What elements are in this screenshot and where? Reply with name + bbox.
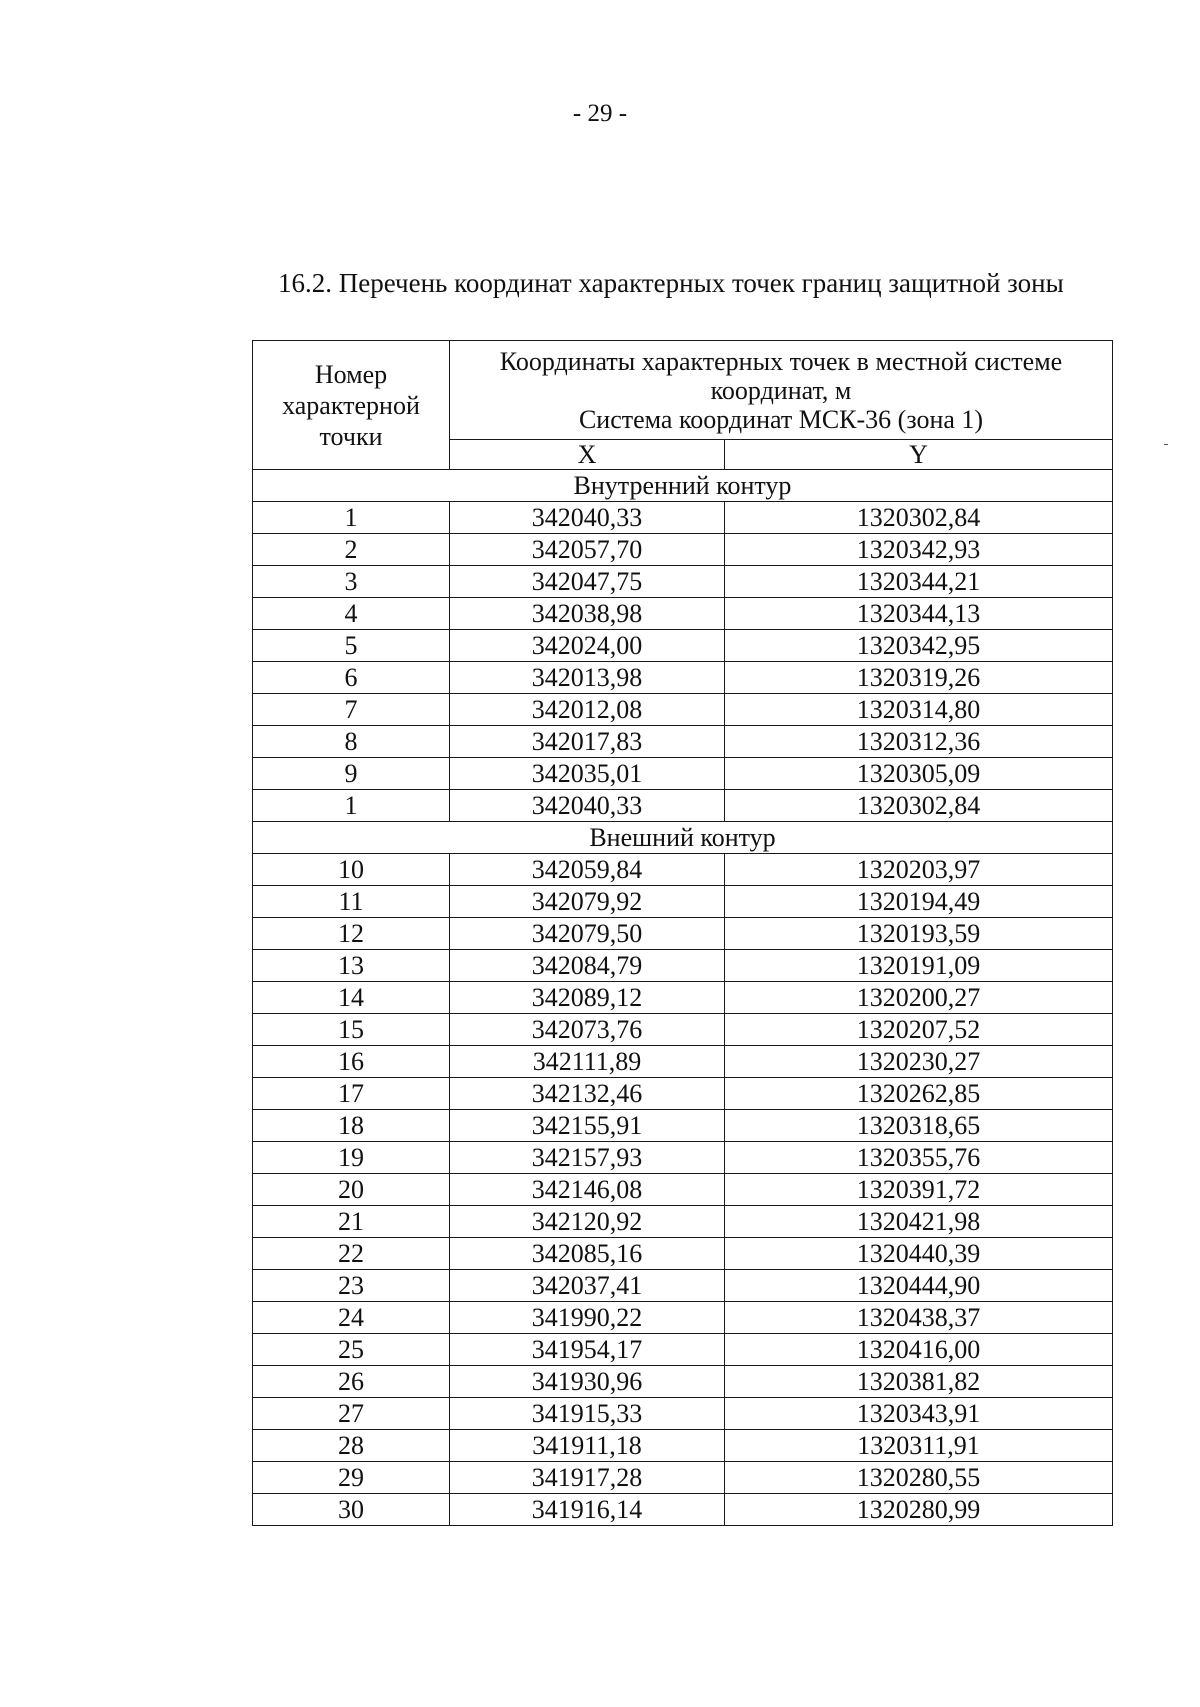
table-row bbox=[253, 1078, 1113, 1110]
point-number-cell: 9 bbox=[253, 758, 450, 790]
table-row bbox=[253, 982, 1113, 1014]
x-coordinate-cell: 342155,91 bbox=[450, 1110, 725, 1142]
y-coordinate-cell: 1320191,09 bbox=[725, 950, 1113, 982]
y-coordinate-cell: 1320302,84 bbox=[725, 502, 1113, 534]
table-row bbox=[253, 1302, 1113, 1334]
y-coordinate-cell: 1320416,00 bbox=[725, 1334, 1113, 1366]
table-row bbox=[253, 630, 1113, 662]
x-coordinate-cell: 342084,79 bbox=[450, 950, 725, 982]
x-coordinate-cell: 341930,96 bbox=[450, 1366, 725, 1398]
x-coordinate-cell: 342089,12 bbox=[450, 982, 725, 1014]
x-coordinate-cell: 342040,33 bbox=[450, 790, 725, 822]
y-coordinate-cell: 1320194,49 bbox=[725, 886, 1113, 918]
x-coordinate-cell: 341911,18 bbox=[450, 1430, 725, 1462]
y-coordinate-cell: 1320207,52 bbox=[725, 1014, 1113, 1046]
table-row bbox=[253, 1206, 1113, 1238]
x-coordinate-cell: 342037,41 bbox=[450, 1270, 725, 1302]
point-number-cell: 14 bbox=[253, 982, 450, 1014]
x-coordinate-cell: 342017,83 bbox=[450, 726, 725, 758]
header-coordinate-system: Система координат МСК-36 (зона 1) bbox=[578, 404, 984, 434]
y-coordinate-cell: 1320421,98 bbox=[725, 1206, 1113, 1238]
table-row bbox=[253, 1270, 1113, 1302]
table-row bbox=[253, 1462, 1113, 1494]
table-row bbox=[253, 886, 1113, 918]
section-title: 16.2. Перечень координат характерных точек границ защитной зоны bbox=[278, 268, 1064, 298]
x-coordinate-cell: 342024,00 bbox=[450, 630, 725, 662]
table-row bbox=[253, 1334, 1113, 1366]
x-coordinate-cell: 342059,84 bbox=[450, 854, 725, 886]
point-number-cell: 27 bbox=[253, 1398, 450, 1430]
y-coordinate-cell: 1320280,99 bbox=[725, 1494, 1113, 1526]
point-number-cell: 1 bbox=[253, 790, 450, 822]
point-number-cell: 5 bbox=[253, 630, 450, 662]
x-coordinate-cell: 342079,92 bbox=[450, 886, 725, 918]
y-coordinate-cell: 1320381,82 bbox=[725, 1366, 1113, 1398]
y-coordinate-cell: 1320440,39 bbox=[725, 1238, 1113, 1270]
x-coordinate-cell: 342120,92 bbox=[450, 1206, 725, 1238]
table-row bbox=[253, 566, 1113, 598]
point-number-cell: 11 bbox=[253, 886, 450, 918]
header-y: Y bbox=[725, 440, 1113, 470]
point-number-cell: 7 bbox=[253, 694, 450, 726]
point-number-cell: 10 bbox=[253, 854, 450, 886]
table-row bbox=[253, 1046, 1113, 1078]
table-row bbox=[253, 1398, 1113, 1430]
y-coordinate-cell: 1320318,65 bbox=[725, 1110, 1113, 1142]
table-row bbox=[253, 1238, 1113, 1270]
y-coordinate-cell: 1320311,91 bbox=[725, 1430, 1113, 1462]
table-row bbox=[253, 1430, 1113, 1462]
coordinates-table-body bbox=[253, 341, 1113, 1526]
table-row bbox=[253, 1014, 1113, 1046]
point-number-cell: 6 bbox=[253, 662, 450, 694]
x-coordinate-cell: 341954,17 bbox=[450, 1334, 725, 1366]
y-coordinate-cell: 1320230,27 bbox=[725, 1046, 1113, 1078]
point-number-cell: 1 bbox=[253, 502, 450, 534]
x-coordinate-cell: 342085,16 bbox=[450, 1238, 725, 1270]
point-number-cell: 23 bbox=[253, 1270, 450, 1302]
point-number-cell: 22 bbox=[253, 1238, 450, 1270]
y-coordinate-cell: 1320343,91 bbox=[725, 1398, 1113, 1430]
point-number-cell: 8 bbox=[253, 726, 450, 758]
table-row bbox=[253, 726, 1113, 758]
table-row bbox=[253, 918, 1113, 950]
point-number-cell: 17 bbox=[253, 1078, 450, 1110]
x-coordinate-cell: 341917,28 bbox=[450, 1462, 725, 1494]
point-number-cell: 20 bbox=[253, 1174, 450, 1206]
section-title-cell: Внутренний контур bbox=[253, 470, 1113, 502]
table-row bbox=[253, 1494, 1113, 1526]
header-x: X bbox=[450, 440, 725, 470]
y-coordinate-cell: 1320193,59 bbox=[725, 918, 1113, 950]
x-coordinate-cell: 342038,98 bbox=[450, 598, 725, 630]
y-coordinate-cell: 1320444,90 bbox=[725, 1270, 1113, 1302]
x-coordinate-cell: 342111,89 bbox=[450, 1046, 725, 1078]
table-row bbox=[253, 758, 1113, 790]
point-number-cell: 28 bbox=[253, 1430, 450, 1462]
section-title-cell: Внешний контур bbox=[253, 822, 1113, 854]
y-coordinate-cell: 1320314,80 bbox=[725, 694, 1113, 726]
x-coordinate-cell: 341915,33 bbox=[450, 1398, 725, 1430]
point-number-cell: 21 bbox=[253, 1206, 450, 1238]
point-number-cell: 30 bbox=[253, 1494, 450, 1526]
table-row bbox=[253, 662, 1113, 694]
y-coordinate-cell: 1320262,85 bbox=[725, 1078, 1113, 1110]
point-number-cell: 26 bbox=[253, 1366, 450, 1398]
y-coordinate-cell: 1320438,37 bbox=[725, 1302, 1113, 1334]
point-number-cell: 13 bbox=[253, 950, 450, 982]
x-coordinate-cell: 341990,22 bbox=[450, 1302, 725, 1334]
y-coordinate-cell: 1320342,93 bbox=[725, 534, 1113, 566]
y-coordinate-cell: 1320319,26 bbox=[725, 662, 1113, 694]
table-row bbox=[253, 1366, 1113, 1398]
page-number: - 29 - bbox=[572, 100, 628, 127]
coordinates-table bbox=[252, 340, 1113, 1526]
y-coordinate-cell: 1320342,95 bbox=[725, 630, 1113, 662]
x-coordinate-cell: 342057,70 bbox=[450, 534, 725, 566]
y-coordinate-cell: 1320203,97 bbox=[725, 854, 1113, 886]
table-row bbox=[253, 950, 1113, 982]
table-row bbox=[253, 1110, 1113, 1142]
x-coordinate-cell: 342073,76 bbox=[450, 1014, 725, 1046]
table-row bbox=[253, 694, 1113, 726]
table-header-row bbox=[253, 341, 1113, 440]
x-coordinate-cell: 342013,98 bbox=[450, 662, 725, 694]
section-row bbox=[253, 822, 1113, 854]
y-coordinate-cell: 1320391,72 bbox=[725, 1174, 1113, 1206]
point-number-cell: 16 bbox=[253, 1046, 450, 1078]
table-row bbox=[253, 598, 1113, 630]
x-coordinate-cell: 342079,50 bbox=[450, 918, 725, 950]
y-coordinate-cell: 1320312,36 bbox=[725, 726, 1113, 758]
x-coordinate-cell: 342157,93 bbox=[450, 1142, 725, 1174]
x-coordinate-cell: 342012,08 bbox=[450, 694, 725, 726]
y-coordinate-cell: 1320280,55 bbox=[725, 1462, 1113, 1494]
x-coordinate-cell: 342132,46 bbox=[450, 1078, 725, 1110]
header-coordinates bbox=[450, 341, 1113, 440]
table-row bbox=[253, 1142, 1113, 1174]
y-coordinate-cell: 1320302,84 bbox=[725, 790, 1113, 822]
table-row bbox=[253, 502, 1113, 534]
x-coordinate-cell: 342047,75 bbox=[450, 566, 725, 598]
point-number-cell: 19 bbox=[253, 1142, 450, 1174]
point-number-cell: 25 bbox=[253, 1334, 450, 1366]
point-number-cell: 29 bbox=[253, 1462, 450, 1494]
point-number-cell: 15 bbox=[253, 1014, 450, 1046]
table-row bbox=[253, 790, 1113, 822]
point-number-cell: 3 bbox=[253, 566, 450, 598]
table-row bbox=[253, 1174, 1113, 1206]
y-coordinate-cell: 1320200,27 bbox=[725, 982, 1113, 1014]
section-row bbox=[253, 470, 1113, 502]
y-coordinate-cell: 1320344,13 bbox=[725, 598, 1113, 630]
table-row bbox=[253, 534, 1113, 566]
header-point-number: Номер характерной точки bbox=[253, 341, 450, 470]
point-number-cell: 18 bbox=[253, 1110, 450, 1142]
header-coordinates-description: Координаты характерных точек в местной системе координат, м bbox=[499, 346, 1063, 405]
point-number-cell: 2 bbox=[253, 534, 450, 566]
y-coordinate-cell: 1320305,09 bbox=[725, 758, 1113, 790]
y-coordinate-cell: 1320355,76 bbox=[725, 1142, 1113, 1174]
point-number-cell: 4 bbox=[253, 598, 450, 630]
table-row bbox=[253, 854, 1113, 886]
x-coordinate-cell: 342040,33 bbox=[450, 502, 725, 534]
point-number-cell: 24 bbox=[253, 1302, 450, 1334]
x-coordinate-cell: 342035,01 bbox=[450, 758, 725, 790]
y-coordinate-cell: 1320344,21 bbox=[725, 566, 1113, 598]
scan-artifact bbox=[1164, 444, 1168, 445]
point-number-cell: 12 bbox=[253, 918, 450, 950]
x-coordinate-cell: 341916,14 bbox=[450, 1494, 725, 1526]
x-coordinate-cell: 342146,08 bbox=[450, 1174, 725, 1206]
